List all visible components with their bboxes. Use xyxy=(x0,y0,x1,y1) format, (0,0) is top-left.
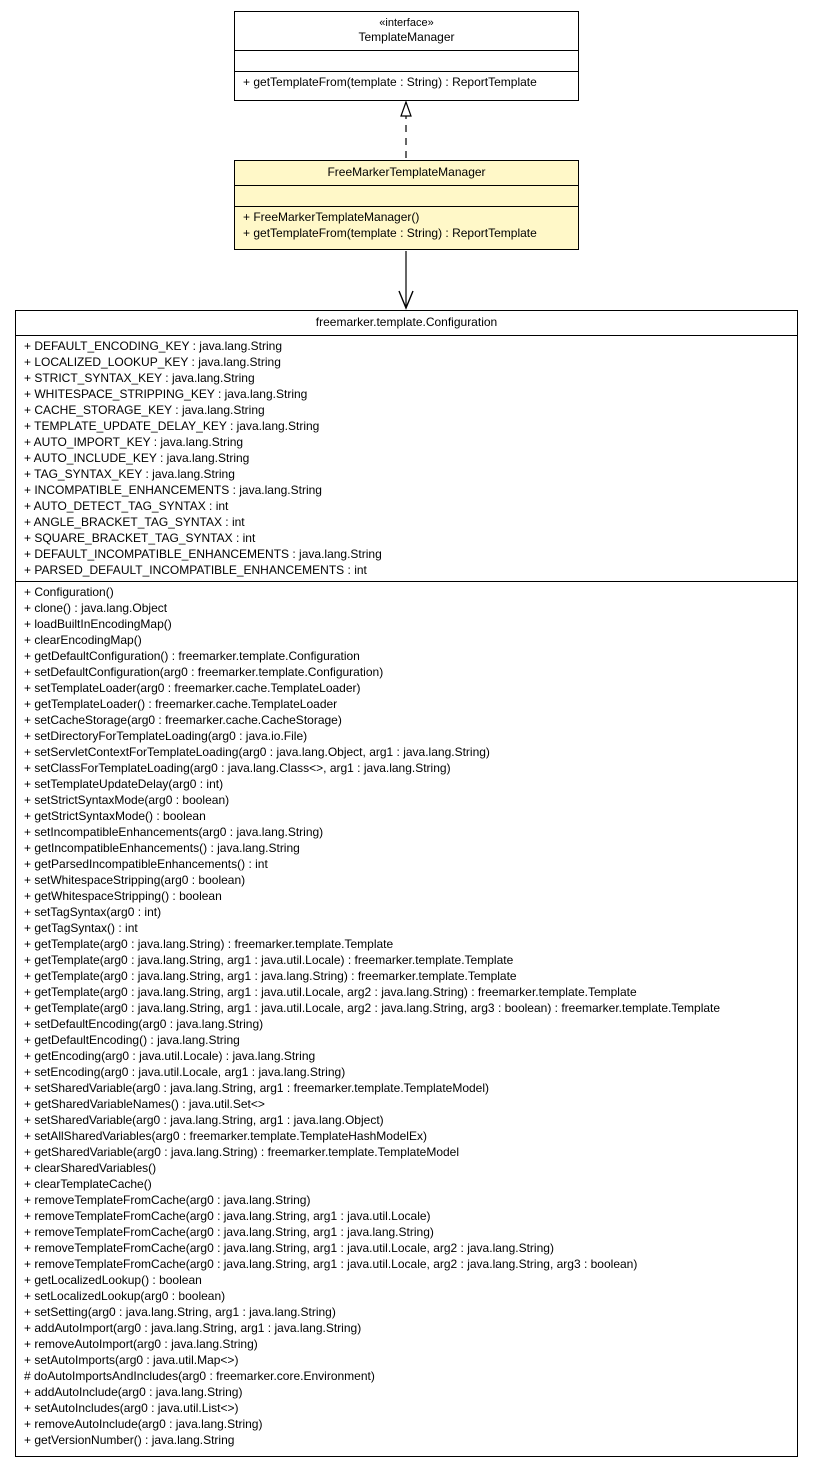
attribute-item: + CACHE_STORAGE_KEY : java.lang.String xyxy=(24,403,265,417)
attribute-item: + LOCALIZED_LOOKUP_KEY : java.lang.String xyxy=(24,355,281,369)
operation-item: # doAutoImportsAndIncludes(arg0 : freemarker.core.Environment) xyxy=(24,1369,375,1383)
class-header xyxy=(16,311,797,335)
class-header xyxy=(235,161,578,185)
attribute-item: + DEFAULT_INCOMPATIBLE_ENHANCEMENTS : java.lang.String xyxy=(24,547,382,561)
class-freemarker-template-manager[interactable] xyxy=(234,160,579,250)
operation-item: + getTemplate(arg0 : java.lang.String, arg1 : java.util.Locale, arg2 : java.lang.String, arg3 : boolean) : freemarker.template.Template xyxy=(24,1001,721,1015)
operation-item: + getTemplate(arg0 : java.lang.String, arg1 : java.util.Locale) : freemarker.template.Template xyxy=(24,953,514,967)
operation-item: + setDefaultEncoding(arg0 : java.lang.String) xyxy=(24,1017,264,1031)
attribute-item: + AUTO_INCLUDE_KEY : java.lang.String xyxy=(24,451,250,465)
operation-item: + addAutoInclude(arg0 : java.lang.String) xyxy=(24,1385,243,1399)
operation-item: + getEncoding(arg0 : java.util.Locale) : java.lang.String xyxy=(24,1049,316,1063)
attribute-item: + DEFAULT_ENCODING_KEY : java.lang.String xyxy=(24,339,282,353)
operation-item: + getParsedIncompatibleEnhancements() : int xyxy=(24,857,268,871)
operation-item: + getWhitespaceStripping() : boolean xyxy=(24,889,222,903)
class-header xyxy=(235,12,578,50)
operation-item: + removeTemplateFromCache(arg0 : java.lang.String, arg1 : java.util.Locale) xyxy=(24,1209,431,1223)
operation-item: + getTemplate(arg0 : java.lang.String, arg1 : java.lang.String) : freemarker.template.Template xyxy=(24,969,517,983)
operation-item: + removeTemplateFromCache(arg0 : java.lang.String, arg1 : java.util.Locale, arg2 : java.lang.String) xyxy=(24,1241,554,1255)
operation-item: + getTemplate(arg0 : java.lang.String) : freemarker.template.Template xyxy=(24,937,394,951)
operation-item: + setWhitespaceStripping(arg0 : boolean) xyxy=(24,873,246,887)
operations-section xyxy=(235,206,578,244)
operation-item: + Configuration() xyxy=(24,585,114,599)
attribute-item: + TEMPLATE_UPDATE_DELAY_KEY : java.lang.String xyxy=(24,419,320,433)
operation-item: + clearTemplateCache() xyxy=(24,1177,152,1191)
operation-item: + removeTemplateFromCache(arg0 : java.lang.String, arg1 : java.lang.String) xyxy=(24,1225,434,1239)
class-name: FreeMarkerTemplateManager xyxy=(327,165,486,179)
operation-item: + getTemplateLoader() : freemarker.cache.TemplateLoader xyxy=(24,697,338,711)
class-name: freemarker.template.Configuration xyxy=(315,315,498,329)
operation-item: + getStrictSyntaxMode() : boolean xyxy=(24,809,206,823)
operation-item: + getTemplateFrom(template : String) : ReportTemplate xyxy=(243,75,537,89)
operation-item: + setTemplateUpdateDelay(arg0 : int) xyxy=(24,777,224,791)
attribute-item: + TAG_SYNTAX_KEY : java.lang.String xyxy=(24,467,235,481)
attribute-item: + ANGLE_BRACKET_TAG_SYNTAX : int xyxy=(24,515,245,529)
operation-item: + setAutoImports(arg0 : java.util.Map<>) xyxy=(24,1353,239,1367)
operation-item: + setStrictSyntaxMode(arg0 : boolean) xyxy=(24,793,230,807)
operation-item: + getSharedVariableNames() : java.util.Set<> xyxy=(24,1097,265,1111)
operation-item: + removeAutoInclude(arg0 : java.lang.String) xyxy=(24,1417,263,1431)
attributes-section xyxy=(16,335,797,581)
operation-item: + setTagSyntax(arg0 : int) xyxy=(24,905,162,919)
operation-item: + getTemplateFrom(template : String) : ReportTemplate xyxy=(243,226,537,240)
attribute-item: + AUTO_DETECT_TAG_SYNTAX : int xyxy=(24,499,229,513)
operation-item: + setEncoding(arg0 : java.util.Locale, arg1 : java.lang.String) xyxy=(24,1065,346,1079)
operation-item: + setCacheStorage(arg0 : freemarker.cache.CacheStorage) xyxy=(24,713,342,727)
stereotype-label: «interface» xyxy=(379,17,434,29)
operation-item: + FreeMarkerTemplateManager() xyxy=(243,210,420,224)
operation-item: + addAutoImport(arg0 : java.lang.String, arg1 : java.lang.String) xyxy=(24,1321,362,1335)
operation-item: + setSharedVariable(arg0 : java.lang.String, arg1 : java.lang.Object) xyxy=(24,1113,384,1127)
attributes-section xyxy=(235,50,578,71)
operation-item: + getDefaultConfiguration() : freemarker.template.Configuration xyxy=(24,649,360,663)
operation-item: + removeAutoImport(arg0 : java.lang.String) xyxy=(24,1337,258,1351)
operation-item: + getSharedVariable(arg0 : java.lang.String) : freemarker.template.TemplateModel xyxy=(24,1145,460,1159)
class-name: TemplateManager xyxy=(358,30,455,44)
operation-item: + getTagSyntax() : int xyxy=(24,921,138,935)
operation-item: + setDefaultConfiguration(arg0 : freemarker.template.Configuration) xyxy=(24,665,384,679)
operation-item: + clearEncodingMap() xyxy=(24,633,142,647)
realization-arrowhead-icon xyxy=(401,102,411,116)
operation-item: + setLocalizedLookup(arg0 : boolean) xyxy=(24,1289,226,1303)
operation-item: + setAllSharedVariables(arg0 : freemarker.template.TemplateHashModelEx) xyxy=(24,1129,427,1143)
operation-item: + loadBuiltInEncodingMap() xyxy=(24,617,172,631)
attribute-item: + SQUARE_BRACKET_TAG_SYNTAX : int xyxy=(24,531,256,545)
operation-item: + setIncompatibleEnhancements(arg0 : java.lang.String) xyxy=(24,825,324,839)
attribute-item: + STRICT_SYNTAX_KEY : java.lang.String xyxy=(24,371,255,385)
operation-item: + getVersionNumber() : java.lang.String xyxy=(24,1433,235,1447)
class-configuration[interactable] xyxy=(15,310,798,1457)
operations-section xyxy=(16,581,797,1451)
class-template-manager[interactable] xyxy=(234,11,579,101)
operation-item: + setClassForTemplateLoading(arg0 : java.lang.Class<>, arg1 : java.lang.String) xyxy=(24,761,451,775)
operation-item: + setTemplateLoader(arg0 : freemarker.cache.TemplateLoader) xyxy=(24,681,361,695)
operation-item: + getIncompatibleEnhancements() : java.lang.String xyxy=(24,841,300,855)
attribute-item: + INCOMPATIBLE_ENHANCEMENTS : java.lang.String xyxy=(24,483,322,497)
operation-item: + getDefaultEncoding() : java.lang.String xyxy=(24,1033,240,1047)
attributes-section xyxy=(235,185,578,206)
operation-item: + clone() : java.lang.Object xyxy=(24,601,168,615)
operation-item: + removeTemplateFromCache(arg0 : java.lang.String, arg1 : java.util.Locale, arg2 : java.lang.String, arg3 : boolean) xyxy=(24,1257,638,1271)
operation-item: + getTemplate(arg0 : java.lang.String, arg1 : java.util.Locale, arg2 : java.lang.String) : freemarker.template.Template xyxy=(24,985,637,999)
operations-section xyxy=(235,71,578,93)
operation-item: + setSharedVariable(arg0 : java.lang.String, arg1 : freemarker.template.TemplateModel) xyxy=(24,1081,490,1095)
operation-item: + setServletContextForTemplateLoading(arg0 : java.lang.Object, arg1 : java.lang.String) xyxy=(24,745,490,759)
operation-item: + setSetting(arg0 : java.lang.String, arg1 : java.lang.String) xyxy=(24,1305,336,1319)
operation-item: + removeTemplateFromCache(arg0 : java.lang.String) xyxy=(24,1193,311,1207)
operation-item: + clearSharedVariables() xyxy=(24,1161,157,1175)
operation-item: + setAutoIncludes(arg0 : java.util.List<>) xyxy=(24,1401,239,1415)
operation-item: + getLocalizedLookup() : boolean xyxy=(24,1273,202,1287)
attribute-item: + WHITESPACE_STRIPPING_KEY : java.lang.String xyxy=(24,387,308,401)
operation-item: + setDirectoryForTemplateLoading(arg0 : java.io.File) xyxy=(24,729,308,743)
attribute-item: + PARSED_DEFAULT_INCOMPATIBLE_ENHANCEMENTS : int xyxy=(24,563,367,577)
attribute-item: + AUTO_IMPORT_KEY : java.lang.String xyxy=(24,435,244,449)
